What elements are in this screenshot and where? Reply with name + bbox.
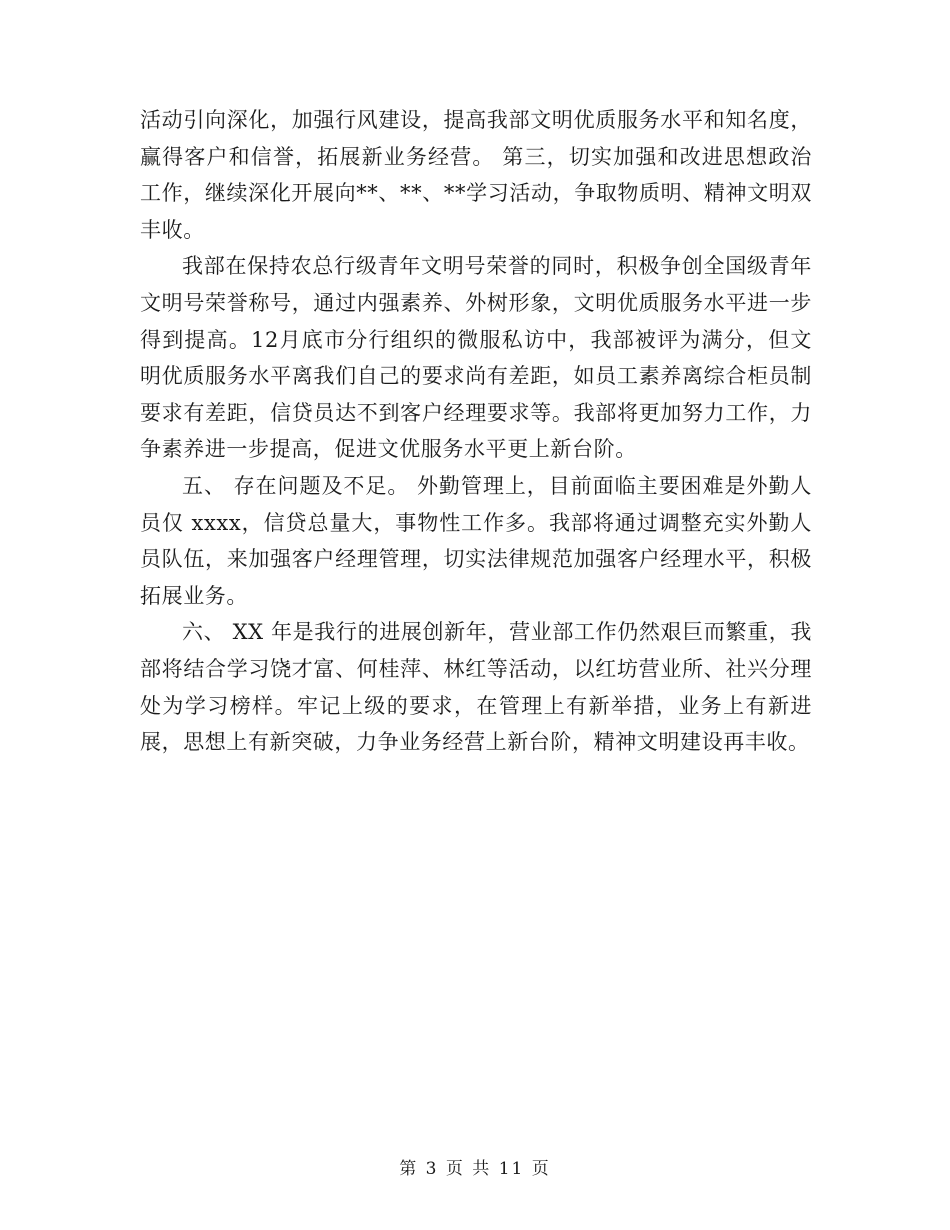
page-footer: 第 3 页 共 11 页 (399, 1159, 551, 1179)
paragraph-section-five: 五、 存在问题及不足。 外勤管理上，目前面临主要困难是外勤人员仅 xxxx，信贷总量大，事物性工作多。我部将通过调整充实外勤人员队伍，来加强客户经理管理，切实法律规范加强客户经理水平，积极拓展业务。 (140, 473, 812, 608)
paragraph-section-six: 六、 XX 年是我行的进展创新年，营业部工作仍然艰巨而繁重，我部将结合学习饶才富、何桂萍、林红等活动，以红坊营业所、社兴分理处为学习榜样。牢记上级的要求，在管理上有新举措，业务上有新进展，思想上有新突破，力争业务经营上新台阶，精神文明建设再丰收。 (140, 620, 812, 755)
document-body (140, 102, 812, 761)
paragraph-continuation: 活动引向深化，加强行风建设，提高我部文明优质服务水平和知名度，赢得客户和信誉，拓展新业务经营。 第三，切实加强和改进思想政治工作，继续深化开展向**、**、**学习活动，争取物质明、精神文明双丰收。 (140, 108, 812, 242)
paragraph-youth-civilization: 我部在保持农总行级青年文明号荣誉的同时，积极争创全国级青年文明号荣誉称号，通过内强素养、外树形象，文明优质服务水平进一步得到提高。12月底市分行组织的微服私访中，我部被评为满分，但文明优质服务水平离我们自己的要求尚有差距，如员工素养离综合柜员制要求有差距，信贷员达不到客户经理要求等。我部将更加努力工作，力争素养进一步提高，促进文优服务水平更上新台阶。 (140, 254, 812, 462)
